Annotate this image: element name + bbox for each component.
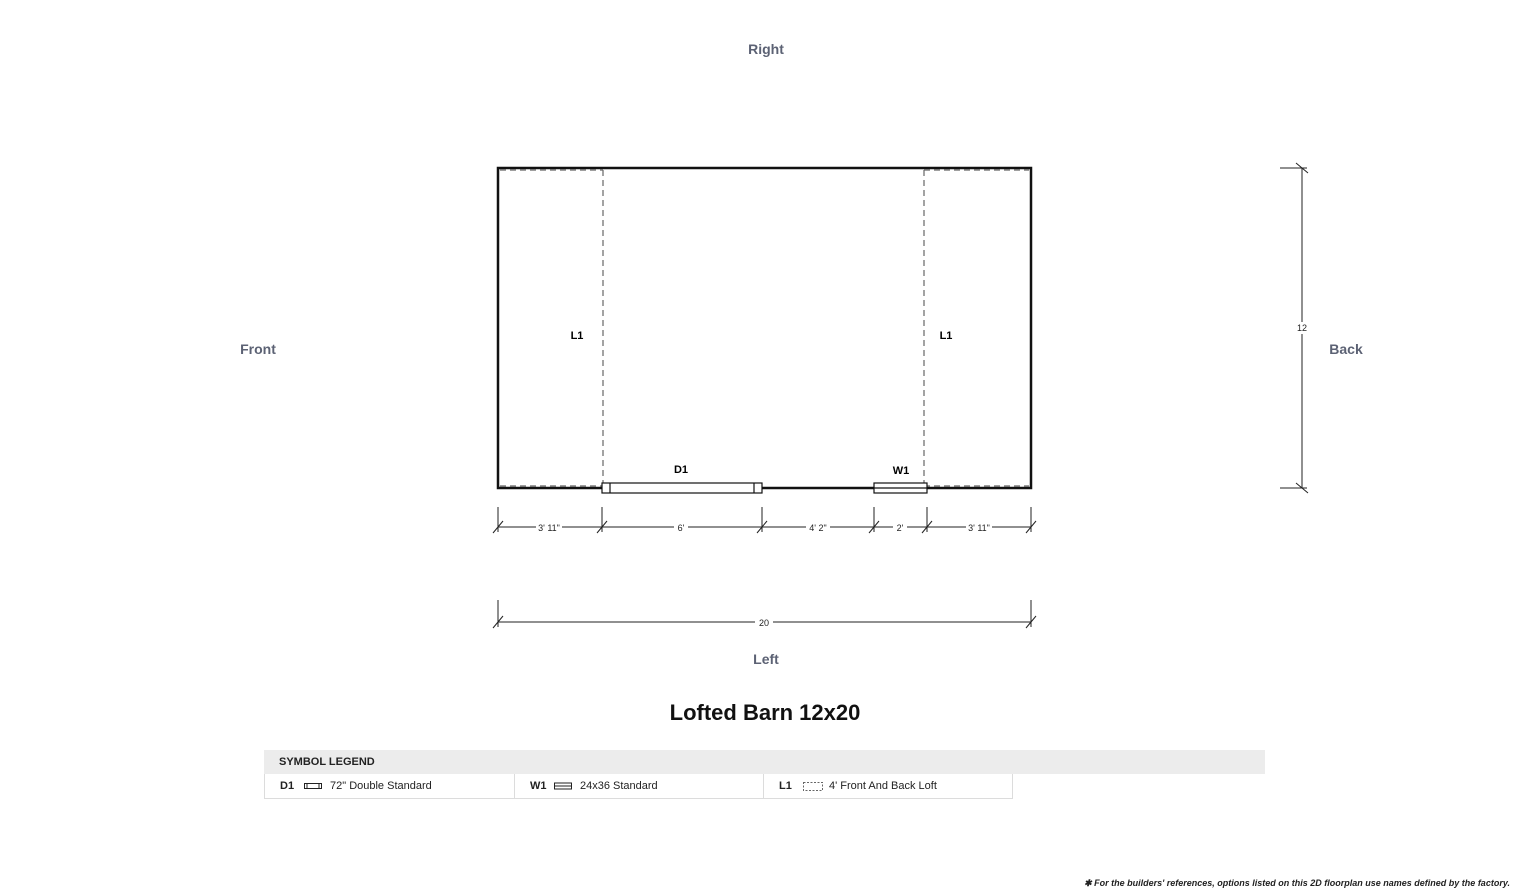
legend-code: W1 xyxy=(530,780,547,792)
side-label-back: Back xyxy=(1329,341,1363,357)
legend-row xyxy=(264,774,1265,799)
building-outline xyxy=(498,168,1031,488)
loft-back-outline xyxy=(924,170,1029,486)
loft-front-marker: L1 xyxy=(570,330,584,342)
legend-label: 24x36 Standard xyxy=(580,780,658,792)
segment-label-2: 6' xyxy=(677,523,685,533)
legend-item-loft xyxy=(764,774,1013,799)
segment-label-5: 3' 11" xyxy=(968,523,990,533)
footnote: ✱ For the builders' references, options listed on this 2D floorplan use names defined by the factory. xyxy=(1084,878,1510,888)
loft-symbol-icon xyxy=(803,782,829,791)
segment-dimension-line xyxy=(493,507,1036,533)
segment-label-4: 2' xyxy=(896,523,904,533)
window-marker: W1 xyxy=(892,465,910,477)
legend-code: D1 xyxy=(280,780,295,792)
door-d1 xyxy=(602,483,762,493)
overall-length-label: 20 xyxy=(758,618,770,628)
door-marker: D1 xyxy=(673,464,689,476)
symbol-legend xyxy=(264,750,1265,799)
legend-label: 72" Double Standard xyxy=(330,780,432,792)
legend-item-window xyxy=(515,774,764,799)
segment-label-3: 4' 2" xyxy=(809,523,827,533)
legend-header: SYMBOL LEGEND xyxy=(264,750,1265,774)
legend-label: 4' Front And Back Loft xyxy=(829,780,937,792)
window-symbol-icon xyxy=(554,782,580,790)
window-w1 xyxy=(874,483,927,493)
loft-back-marker: L1 xyxy=(939,330,953,342)
legend-item-door xyxy=(264,774,515,799)
side-label-front: Front xyxy=(240,341,276,357)
door-symbol-icon xyxy=(304,782,330,790)
side-label-right: Right xyxy=(748,41,784,57)
plan-title: Lofted Barn 12x20 xyxy=(669,700,861,725)
side-label-left: Left xyxy=(753,651,779,667)
segment-label-1: 3' 11" xyxy=(538,523,560,533)
loft-front-outline xyxy=(500,170,603,486)
legend-code: L1 xyxy=(779,780,792,792)
overall-width-label: 12 xyxy=(1296,323,1308,333)
